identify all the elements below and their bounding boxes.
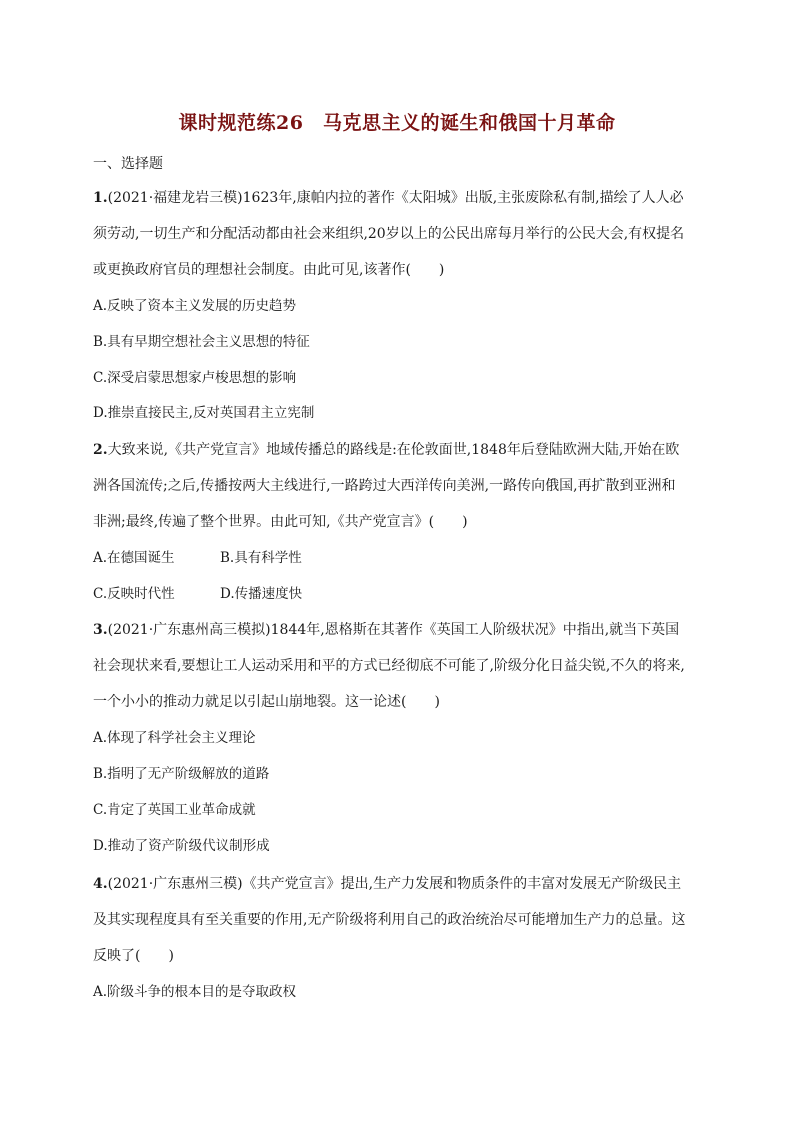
question-text-line: 须劳动,一切生产和分配活动都由社会来组织,20岁以上的公民出席每月举行的公民大会,有权提名: [93, 226, 685, 242]
option-b: B.指明了无产阶级解放的道路: [93, 766, 270, 782]
question-text-line: 洲各国流传;之后,传播按两大主线进行,一路跨过大西洋传向美洲,一路传向俄国,再扩散到亚洲和: [93, 478, 676, 494]
question-text-line: (2021·福建龙岩三模)1623年,康帕内拉的著作《太阳城》出版,主张废除私有制,描绘了人人必: [107, 190, 684, 206]
question-text-line: 社会现状来看,要想让工人运动采用和平的方式已经彻底不可能了,阶级分化日益尖锐,不久的将来,: [93, 658, 685, 674]
question-number: 2.: [93, 442, 108, 458]
option-d: D.推动了资产阶级代议制形成: [93, 838, 270, 854]
option-a: A.反映了资本主义发展的历史趋势: [93, 298, 297, 314]
question-text-line: 一个小小的推动力就足以引起山崩地裂。这一论述( ): [93, 694, 440, 710]
question-text-line: (2021·广东惠州高三模拟)1844年,恩格斯在其著作《英国工人阶级状况》中指出,就当下英国: [107, 622, 680, 638]
option-b: B.具有科学性: [220, 550, 302, 566]
section-heading: 一、选择题: [93, 156, 163, 172]
question-1: [93, 180, 703, 288]
option-a: A.阶级斗争的根本目的是夺取政权: [93, 984, 297, 1000]
question-text-line: 非洲;最终,传遍了整个世界。由此可知,《共产党宣言》( ): [93, 514, 468, 530]
question-text-line: (2021·广东惠州三模)《共产党宣言》提出,生产力发展和物质条件的丰富对发展无产阶级民主: [107, 876, 682, 892]
question-2: [93, 432, 703, 540]
question-3: [93, 612, 703, 720]
option-d: D.推崇直接民主,反对英国君主立宪制: [93, 405, 315, 421]
option-c: C.肯定了英国工业革命成就: [93, 802, 256, 818]
question-number: 4.: [93, 876, 108, 892]
question-text-line: 反映了( ): [93, 948, 174, 964]
question-4: [93, 866, 703, 974]
option-c: C.反映时代性: [93, 586, 175, 602]
option-b: B.具有早期空想社会主义思想的特征: [93, 334, 310, 350]
option-a: A.体现了科学社会主义理论: [93, 730, 256, 746]
option-a: A.在德国诞生: [93, 550, 175, 566]
question-text-line: 或更换政府官员的理想社会制度。由此可见,该著作( ): [93, 262, 445, 278]
page-title: 课时规范练26 马克思主义的诞生和俄国十月革命: [178, 112, 616, 134]
question-number: 1.: [93, 190, 108, 206]
question-number: 3.: [93, 622, 108, 638]
question-text-line: 大致来说,《共产党宣言》地域传播总的路线是:在伦敦面世,1848年后登陆欧洲大陆,开始在欧: [107, 442, 680, 458]
question-text-line: 及其实现程度具有至关重要的作用,无产阶级将利用自己的政治统治尽可能增加生产力的总量。这: [93, 912, 686, 928]
option-d: D.传播速度快: [220, 586, 303, 602]
option-c: C.深受启蒙思想家卢梭思想的影响: [93, 370, 297, 386]
